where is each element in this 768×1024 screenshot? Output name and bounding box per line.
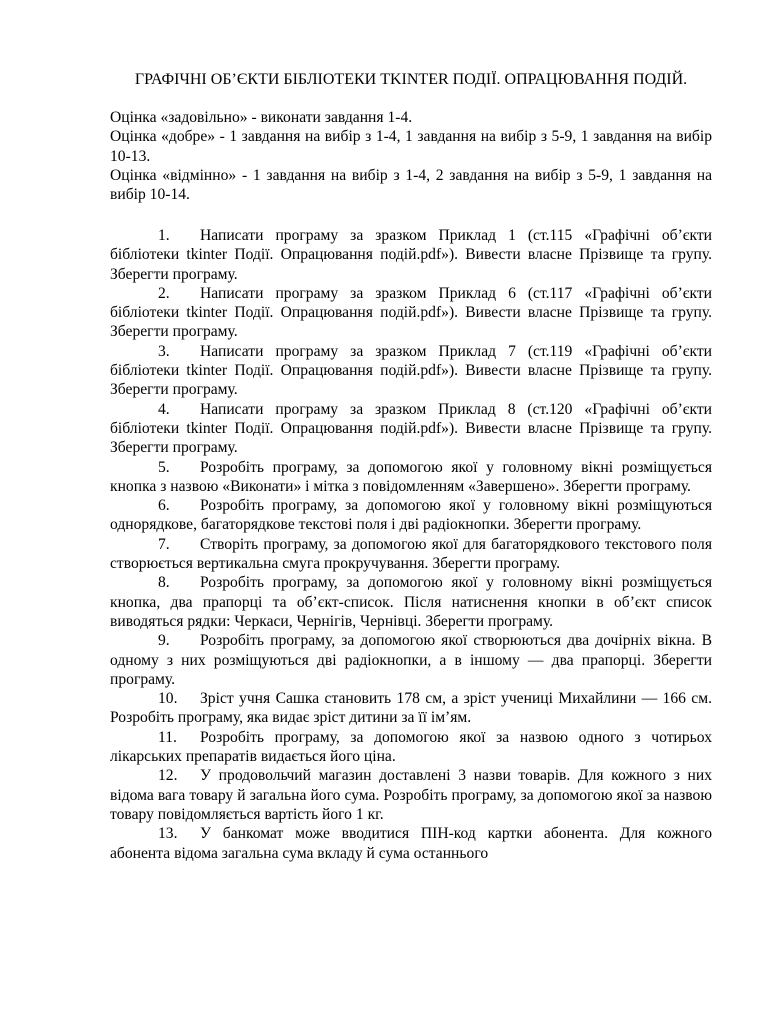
grade-excellent: Оцінка «відмінно» - 1 завдання на вибір з 1-4, 2 завдання на вибір з 5-9, 1 завдання на вибір 10-14. xyxy=(110,166,712,204)
task-text: Розробіть програму, за допомогою якої за назвою одного з чотирьох лікарських препаратів видається його ціна. xyxy=(110,728,712,766)
task-number: 8. xyxy=(158,574,170,592)
task-text: Написати програму за зразком Приклад 1 (ст.115 «Графічні об’єкти бібліотеки tkinter Події. Опрацювання подій.pdf»). Вивести власне Прізвище та групу. Зберегти програму. xyxy=(110,227,712,283)
task-text: Написати програму за зразком Приклад 7 (ст.119 «Графічні об’єкти бібліотеки tkinter Події. Опрацювання подій.pdf»). Вивести власне Прізвище та групу. Зберегти програму. xyxy=(110,342,712,399)
task-text: Розробіть програму, за допомогою якої створюються два дочірніх вікна. В одному з них розміщуються дві радіокнопки, а в іншому — два прапорці. Зберегти програму. xyxy=(110,632,712,688)
task-number: 5. xyxy=(158,458,170,476)
task-number: 2. xyxy=(158,284,170,302)
grade-satisfactory: Оцінка «задовільно» - виконати завдання 1-4. xyxy=(110,109,413,126)
task-item xyxy=(110,824,712,863)
task-text: Зріст учня Сашка становить 178 см, а зріст учениці Михайлини — 166 см. Розробіть програму, яка видає зріст дитини за її ім’ям. xyxy=(110,690,712,727)
task-item xyxy=(110,766,712,824)
task-number: 3. xyxy=(158,342,170,360)
task-item xyxy=(110,342,712,400)
task-number: 1. xyxy=(158,227,170,244)
grade-good: Оцінка «добре» - 1 завдання на вибір з 1-4, 1 завдання на вибір з 5-9, 1 завдання на вибір 10-13. xyxy=(110,128,712,165)
task-text: Написати програму за зразком Приклад 6 (ст.117 «Графічні об’єкти бібліотеки tkinter Події. Опрацювання подій.pdf»). Вивести власне Прізвище та групу. Зберегти програму. xyxy=(110,284,712,341)
task-item xyxy=(110,496,712,535)
task-item xyxy=(110,458,712,497)
task-text: Створіть програму, за допомогою якої для багаторядкового текстового поля створюється вертикальна смуга прокручування. Зберегти програму. xyxy=(110,535,712,573)
task-text: Розробіть програму, за допомогою якої у головному вікні розміщується кнопка, два прапорці та об’єкт-список. Після натиснення кнопки в об’єкт список виводяться рядки: Черкаси, Чернігів, Чернівці. Зберегти програму. xyxy=(110,574,712,630)
task-text: У продовольчий магазин доставлені 3 назви товарів. Для кожного з них відома вага товару й загальна його сума. Розробіть програму, за допомогою якої за назвою товару повідомляється вартість його 1 кг. xyxy=(110,767,712,823)
task-number: 6. xyxy=(158,497,170,515)
grading-criteria xyxy=(110,108,712,204)
task-item xyxy=(110,226,712,284)
task-item xyxy=(110,689,712,728)
task-number: 11. xyxy=(158,728,177,746)
task-text: Розробіть програму, за допомогою якої у головному вікні розміщуються однорядкове, багаторядкове текстові поля і дві радіокнопки. Зберегти програму. xyxy=(110,497,712,534)
task-number: 12. xyxy=(158,767,178,785)
task-number: 7. xyxy=(158,535,170,553)
document-title: ГРАФІЧНІ ОБ’ЄКТИ БІБЛІОТЕКИ TKINTER ПОДІЇ. ОПРАЦЮВАННЯ ПОДІЙ. xyxy=(134,71,688,88)
task-number: 4. xyxy=(158,400,170,418)
task-text: У банкомат може вводитися ПІН-код картки абонента. Для кожного абонента відома загальна сума вкладу й сума останнього xyxy=(110,825,712,862)
task-text: Написати програму за зразком Приклад 8 (ст.120 «Графічні об’єкти бібліотеки tkinter Події. Опрацювання подій.pdf»). Вивести власне Прізвище та групу. Зберегти програму. xyxy=(110,400,712,457)
task-list xyxy=(110,226,712,863)
task-text: Розробіть програму, за допомогою якої у головному вікні розміщується кнопка з назвою «Виконати» і мітка з повідомленням «Завершено». Зберегти програму. xyxy=(110,458,712,495)
task-number: 13. xyxy=(158,825,178,843)
task-item xyxy=(110,573,712,631)
task-number: 10. xyxy=(158,690,178,708)
task-item xyxy=(110,728,712,767)
task-item xyxy=(110,631,712,689)
task-item xyxy=(110,284,712,342)
task-number: 9. xyxy=(158,632,170,650)
task-item xyxy=(110,535,712,574)
task-item xyxy=(110,400,712,458)
